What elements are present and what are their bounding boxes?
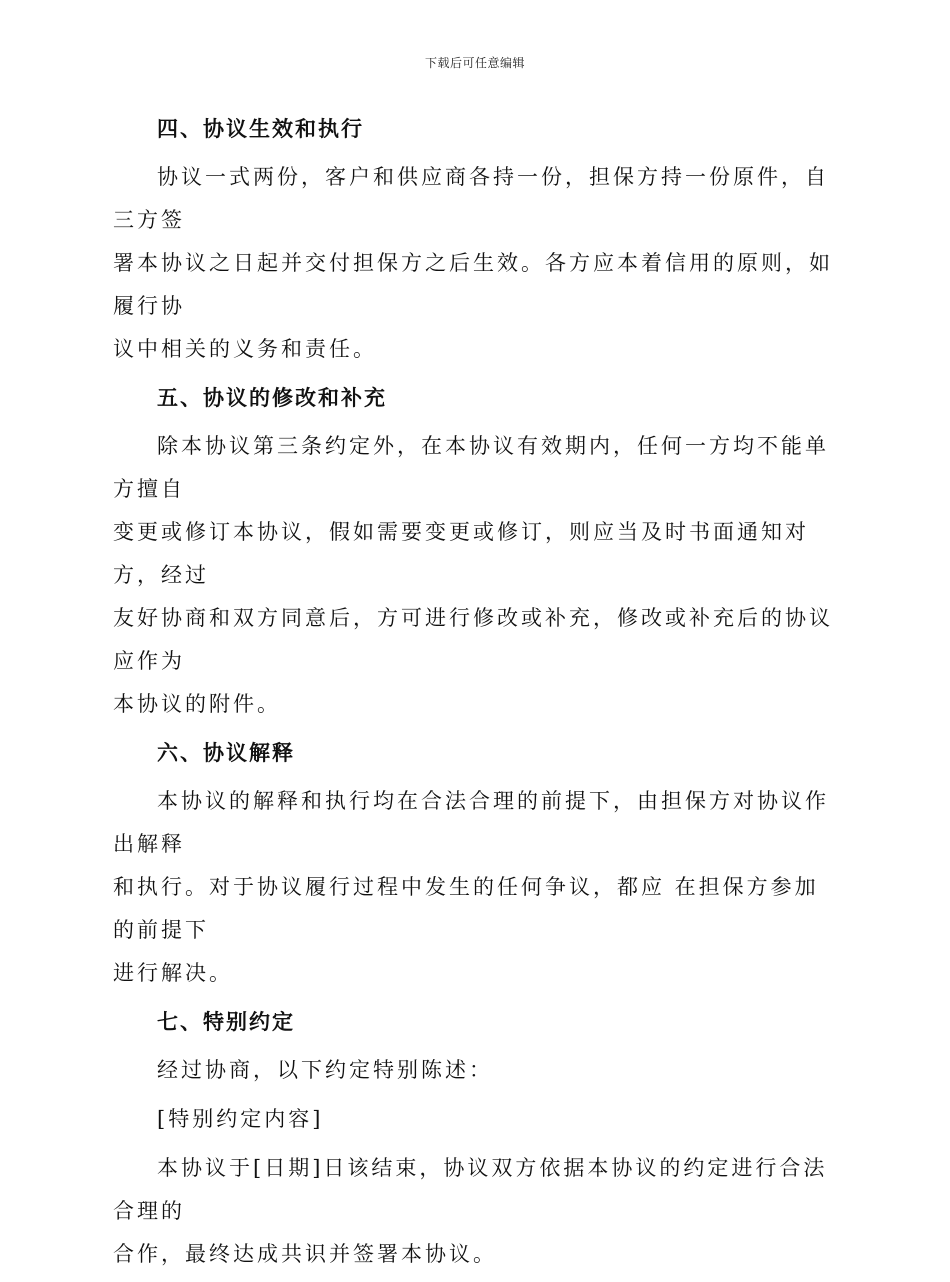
text-line: 经过协商，以下约定特别陈述： bbox=[157, 1058, 493, 1082]
text-line: 本协议于[日期]日该结束，协议双方依据本协议的约定进行合法合理的 bbox=[113, 1156, 828, 1223]
text-line: 除本协议第三条约定外，在本协议有效期内，任何一方均不能单方擅自 bbox=[113, 434, 829, 501]
section-heading: 六、协议解释 bbox=[157, 740, 295, 765]
text-line: 变更或修订本协议，假如需要变更或修订，则应当及时书面通知对方，经过 bbox=[113, 520, 809, 587]
text-line: 署本协议之日起并交付担保方之后生效。各方应本着信用的原则，如履行协 bbox=[113, 251, 833, 318]
paragraph bbox=[113, 1098, 833, 1141]
text-line: 和执行。对于协议履行过程中发生的任何争议，都应 在担保方参加的前提下 bbox=[113, 875, 819, 942]
text-line: 议中相关的义务和责任。 bbox=[113, 337, 377, 361]
paragraph bbox=[113, 1049, 833, 1092]
text-line: 合作，最终达成共识并签署本协议。 bbox=[113, 1242, 497, 1266]
page-header: 下载后可任意编辑 bbox=[424, 56, 525, 70]
text-line: [特别约定内容] bbox=[157, 1107, 324, 1131]
section-heading: 七、特别约定 bbox=[157, 1009, 295, 1034]
text-line: 进行解决。 bbox=[113, 961, 233, 985]
section-heading: 四、协议生效和执行 bbox=[157, 116, 364, 141]
paragraph bbox=[113, 425, 833, 726]
text-line: 友好协商和双方同意后，方可进行修改或补充，修改或补充后的协议应作为 bbox=[113, 606, 833, 673]
text-line: 本协议的解释和执行均在合法合理的前提下，由担保方对协议作出解释 bbox=[113, 789, 829, 856]
section-heading: 五、协议的修改和补充 bbox=[157, 385, 387, 410]
paragraph bbox=[113, 1147, 833, 1276]
text-line: 本协议的附件。 bbox=[113, 692, 281, 716]
paragraph bbox=[113, 156, 833, 371]
paragraph bbox=[113, 780, 833, 995]
text-line: 协议一式两份，客户和供应商各持一份，担保方持一份原件，自三方签 bbox=[113, 165, 829, 232]
document-body bbox=[113, 108, 833, 1282]
